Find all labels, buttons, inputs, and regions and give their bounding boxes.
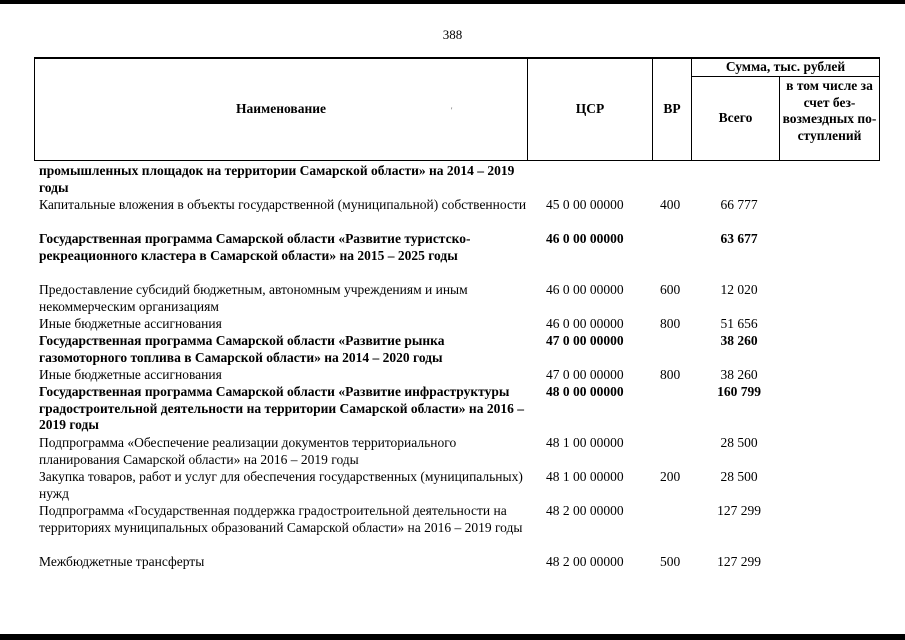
row-sum: 38 260 xyxy=(720,367,758,382)
row-vr: 800 xyxy=(660,367,681,382)
header-right-rule xyxy=(879,57,880,161)
row-csr: 48 0 00 00000 xyxy=(546,384,624,399)
row-csr: 47 0 00 00000 xyxy=(546,367,624,382)
row-name: Межбюджетные трансферты xyxy=(39,554,205,569)
row-vr: 800 xyxy=(660,316,681,331)
row-name: Государственная программа Самарской области «Развитие рынка газомоторного топлива в Самарской области» на 2014 – 2020 годы xyxy=(39,333,445,365)
row-name: Предоставление субсидий бюджетным, автономным учреждениям и иным некоммерческим организациям xyxy=(39,282,468,314)
row-vr: 500 xyxy=(660,554,681,569)
row-vr: 200 xyxy=(660,469,681,484)
row-csr: 46 0 00 00000 xyxy=(546,282,624,297)
row-name: Иные бюджетные ассигнования xyxy=(39,367,222,382)
row-name: Капитальные вложения в объекты государственной (муниципальной) собственности xyxy=(39,197,527,212)
row-sum: 38 260 xyxy=(720,333,758,348)
row-csr: 47 0 00 00000 xyxy=(546,333,624,348)
row-sum: 28 500 xyxy=(720,435,758,450)
header-amount: Сумма, тыс. рублей xyxy=(725,59,846,74)
row-name: Государственная программа Самарской области «Развитие туристско-рекреационного кластера в Самарской области» на 2015 – 2025 годы xyxy=(39,231,471,263)
row-sum: 66 777 xyxy=(720,197,758,212)
row-csr: 48 2 00 00000 xyxy=(546,554,624,569)
row-name: Закупка товаров, работ и услуг для обеспечения государственных (муниципальных) нужд xyxy=(39,469,523,501)
row-csr: 46 0 00 00000 xyxy=(546,231,624,246)
scan-speck: ' xyxy=(451,106,453,115)
row-csr: 48 1 00 00000 xyxy=(546,469,624,484)
row-sum: 63 677 xyxy=(720,231,758,246)
row-sum: 28 500 xyxy=(720,469,758,484)
amount-subheader-rule xyxy=(691,76,880,77)
row-sum: 127 299 xyxy=(717,503,761,518)
row-sum: 127 299 xyxy=(717,554,761,569)
row-sum: 51 656 xyxy=(720,316,758,331)
row-name: Государственная программа Самарской области «Развитие инфраструктуры градостроительной деятельности на территории Самарской области» на 2016 – 2019 годы xyxy=(39,384,524,432)
page-number: 388 xyxy=(442,27,463,42)
row-name: промышленных площадок на территории Самарской области» на 2014 – 2019 годы xyxy=(39,163,515,195)
row-csr: 46 0 00 00000 xyxy=(546,316,624,331)
row-name: Подпрограмма «Обеспечение реализации документов территориального планирования Самарской области» на 2016 – 2019 годы xyxy=(39,435,457,467)
header-including: в том числе за счет без-возмездных по-ступлений xyxy=(782,78,877,143)
header-csr: ЦСР xyxy=(575,101,605,116)
row-name: Иные бюджетные ассигнования xyxy=(39,316,222,331)
header-total: Всего xyxy=(718,110,753,125)
header-bottom-rule xyxy=(34,160,880,161)
row-vr: 400 xyxy=(660,197,681,212)
row-csr: 48 2 00 00000 xyxy=(546,503,624,518)
row-csr: 45 0 00 00000 xyxy=(546,197,624,212)
row-name: Подпрограмма «Государственная поддержка градостроительной деятельности на территориях муниципальных образований Самарской области» на 2016 – 2019 годы xyxy=(39,503,523,535)
header-vr: ВР xyxy=(663,101,681,116)
row-sum: 12 020 xyxy=(720,282,758,297)
header-name: Наименование xyxy=(236,101,326,116)
row-csr: 48 1 00 00000 xyxy=(546,435,624,450)
row-vr: 600 xyxy=(660,282,681,297)
row-sum: 160 799 xyxy=(717,384,761,399)
